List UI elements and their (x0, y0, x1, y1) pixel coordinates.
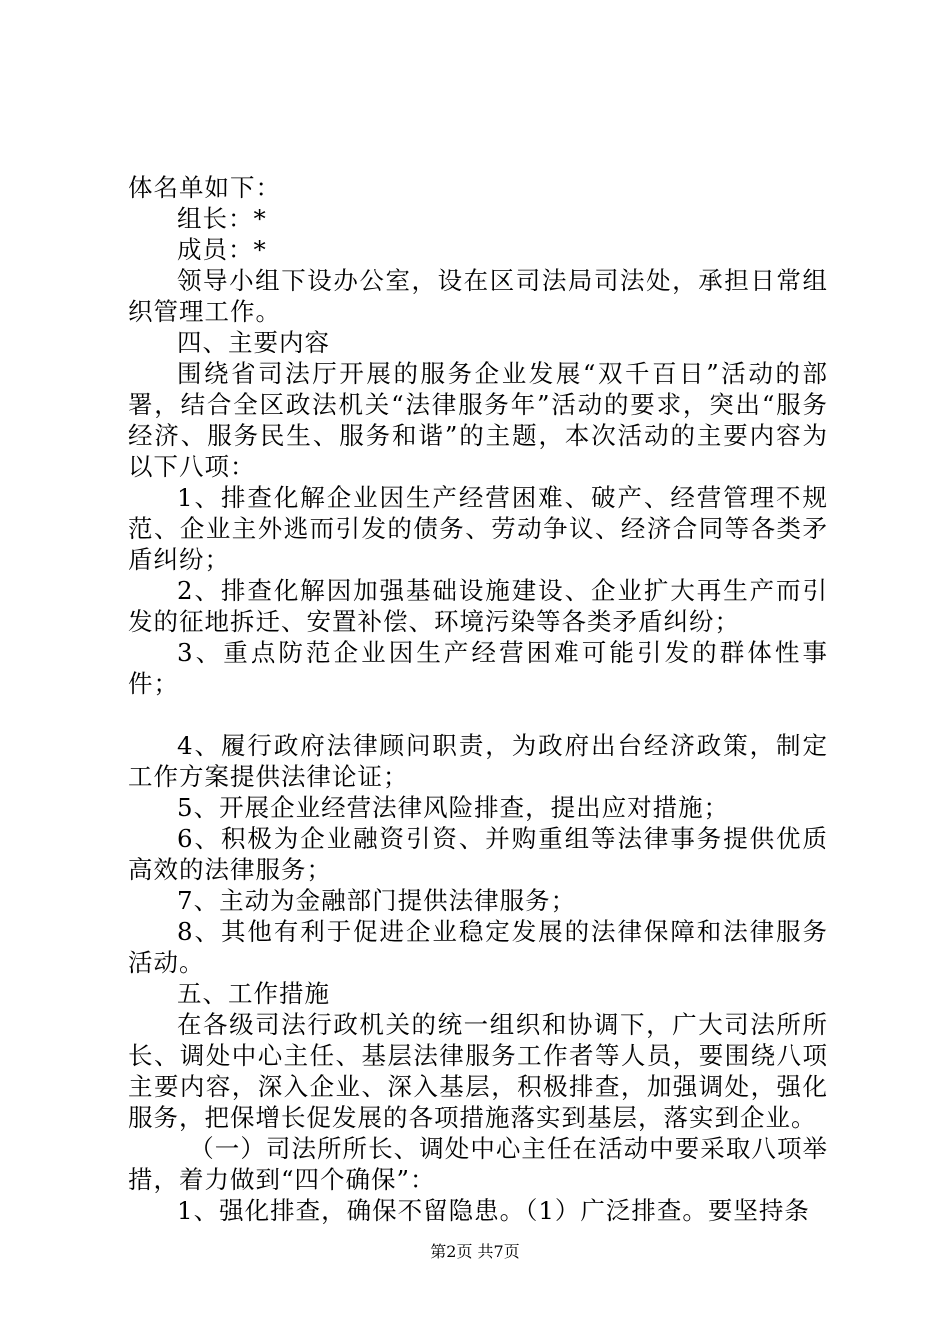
paragraph: 领导小组下设办公室，设在区司法局司法处，承担日常组织管理工作。 (128, 266, 828, 326)
paragraph: 4、履行政府法律顾问职责，为政府出台经济政策，制定工作方案提供法律论证； (128, 731, 828, 791)
page-footer: 第2页 共7页 (430, 1242, 520, 1261)
paragraph: 8、其他有利于促进企业稳定发展的法律保障和法律服务活动。 (128, 917, 828, 977)
paragraph: 四、主要内容 (177, 328, 330, 357)
paragraph: 3、重点防范企业因生产经营困难可能引发的群体性事件； (128, 638, 828, 698)
paragraph: 在各级司法行政机关的统一组织和协调下，广大司法所所长、调处中心主任、基层法律服务工作者等人员，要围绕八项主要内容，深入企业、深入基层，积极排查，加强调处，强化服务，把保增长促发展的各项措施落实到基层，落实到企业。 (128, 1010, 828, 1132)
paragraph: 组长：* (177, 204, 267, 233)
paragraph: 7、主动为金融部门提供法律服务； (177, 886, 577, 915)
paragraph: 围绕省司法厅开展的服务企业发展“双千百日”活动的部署，结合全区政法机关“法律服务年”活动的要求，突出“服务经济、服务民生、服务和谐”的主题，本次活动的主要内容为以下八项： (128, 359, 828, 481)
paragraph: 1、排查化解企业因生产经营困难、破产、经营管理不规范、企业主外逃而引发的债务、劳动争议、经济合同等各类矛盾纠纷； (128, 483, 828, 574)
paragraph: 1、强化排查，确保不留隐患。（1）广泛排查。要坚持条 (177, 1196, 810, 1225)
paragraph: 2、排查化解因加强基础设施建设、企业扩大再生产而引发的征地拆迁、安置补偿、环境污染等各类矛盾纠纷； (128, 576, 828, 636)
paragraph: 成员：* (177, 235, 267, 264)
paragraph: 体名单如下： (128, 173, 281, 202)
document-body (128, 172, 828, 1226)
paragraph: 五、工作措施 (177, 979, 330, 1008)
paragraph: （一）司法所所长、调处中心主任在活动中要采取八项举措，着力做到“四个确保”： (128, 1134, 828, 1194)
paragraph: 6、积极为企业融资引资、并购重组等法律事务提供优质高效的法律服务； (128, 824, 828, 884)
paragraph: 5、开展企业经营法律风险排查，提出应对措施； (177, 793, 730, 822)
